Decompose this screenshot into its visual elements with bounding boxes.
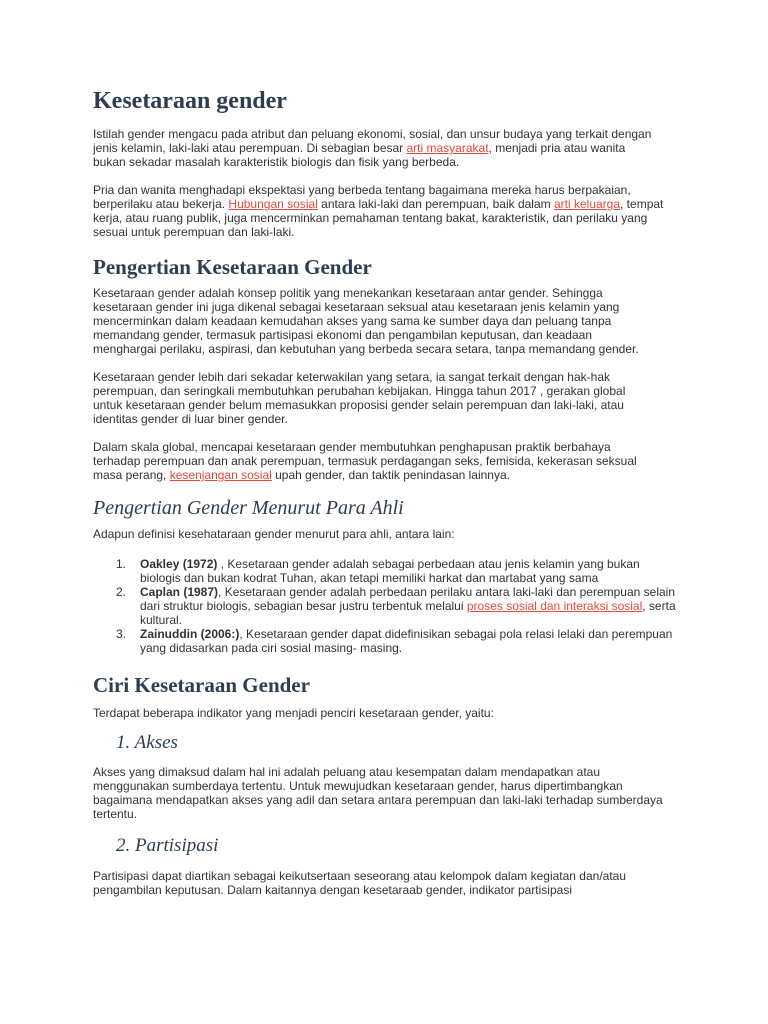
ahli-list [93, 557, 681, 655]
pengertian-p3-text: Dalam skala global, mencapai kesetaraan gender membutuhkan penghapusan praktik berbahaya terhadap perempuan dan anak perempuan, termasuk perdagangan seks, femisida, kekerasan seksual masa perang, [93, 440, 637, 482]
link-proses-sosial[interactable]: proses sosial dan interaksi sosial [466, 599, 643, 613]
list-item [93, 557, 681, 585]
intro-p1-text: Istilah gender mengacu pada atribut dan peluang ekonomi, sosial, dan unsur budaya yang terkait dengan jenis kelamin, laki-laki atau perempuan. Di sebagian besar [93, 127, 652, 155]
expert-definition: , Kesetaraan gender dapat didefinisikan sebagai pola relasi lelaki dan perempuan yang didasarkan pada ciri sosial masing- masing. [140, 627, 673, 655]
expert-name: Caplan (1987) [140, 585, 219, 599]
list-item [93, 585, 681, 627]
pengertian-p3-text-end: upah gender, dan taktik penindasan lainnya. [271, 468, 510, 482]
list-number: 2. [116, 585, 127, 599]
link-arti-masyarakat[interactable]: arti masyarakat [406, 141, 489, 155]
heading-menurut-ahli: Pengertian Gender Menurut Para Ahli [93, 497, 404, 519]
akses-paragraph: Akses yang dimaksud dalam hal ini adalah peluang atau kesempatan dalam mendapatkan atau menggunakan sumberdaya tertentu. Untuk mewujudkan kesetaraan gender, harus dipertimbangkan bagaimana mendapatkan akses yang adil dan setara antara perempuan dan laki-laki terhadap sumberdaya tertentu. [93, 765, 663, 821]
intro-p2-text-end: , tempat kerja, atau ruang publik, juga mencerminkan pemahaman tentang bakat, karakteristik, dan perilaku yang sesuai untuk perempuan dan laki-laki. [93, 197, 664, 239]
partisipasi-paragraph: Partisipasi dapat diartikan sebagai keikutsertaan seseorang atau kelompok dalam kegiatan dan/atau pengambilan keputusan. Dalam kaitannya dengan kesetaraab gender, indikator partisipasi [93, 869, 627, 897]
link-arti-keluarga[interactable]: arti keluarga [553, 197, 621, 211]
intro-p1-text-end: , menjadi pria atau wanita bukan sekadar masalah karakteristik biologis dan fisik yang berbeda. [93, 141, 626, 169]
expert-name: Zainuddin (2006:) [140, 627, 240, 641]
intro-p2-text: Pria dan wanita menghadapi ekspektasi yang berbeda tentang bagaimana mereka harus berpakaian, berperilaku atau bekerja. [93, 183, 631, 211]
list-number: 3. [116, 627, 127, 641]
heading-ciri: Ciri Kesetaraan Gender [93, 673, 310, 697]
expert-definition-end: , serta kultural. [140, 599, 676, 627]
ahli-intro: Adapun definisi kesehataraan gender menurut para ahli, antara lain: [93, 527, 455, 541]
heading-akses: 1. Akses [116, 732, 178, 753]
link-hubungan-sosial[interactable]: Hubungan sosial [228, 197, 318, 211]
link-kesenjangan-sosial[interactable]: kesenjangan sosial [169, 468, 272, 482]
expert-definition: , Kesetaraan gender adalah perbedaan perilaku antara laki-laki dan perempuan selain dari struktur biologis, sebagian besar justru terbentuk melalui [140, 585, 676, 613]
pengertian-paragraph-1: Kesetaraan gender adalah konsep politik yang menekankan kesetaraan antar gender. Sehingga kesetaraan gender ini juga dikenal sebagai kesetaraan seksual atau kesetaraan jenis kelamin yang mencerminkan dalam keadaan kemudahan akses yang sama ke sumber daya dan peluang tanpa memandang gender, termasuk partisipasi ekonomi dan pengambilan keputusan, dan keadaan menghargai perilaku, aspirasi, dan kebutuhan yang berbeda secara setara, tanpa memandang gender. [93, 286, 639, 356]
intro-paragraph-2 [93, 183, 673, 239]
intro-p2-text-mid: antara laki-laki dan perempuan, baik dalam [317, 197, 554, 211]
ciri-intro: Terdapat beberapa indikator yang menjadi penciri kesetaraan gender, yaitu: [93, 706, 494, 720]
expert-definition: , Kesetaraan gender adalah sebagai perbedaan atau jenis kelamin yang bukan biologis dan bukan kodrat Tuhan, akan tetapi memiliki harkat dan martabat yang sama [140, 557, 640, 585]
heading-pengertian: Pengertian Kesetaraan Gender [93, 255, 372, 279]
intro-paragraph-1 [93, 127, 653, 169]
list-number: 1. [116, 557, 127, 571]
heading-partisipasi: 2. Partisipasi [116, 835, 219, 856]
expert-name: Oakley (1972) [140, 557, 218, 571]
page-title: Kesetaraan gender [93, 88, 287, 114]
list-item [93, 627, 681, 655]
pengertian-paragraph-2: Kesetaraan gender lebih dari sekadar keterwakilan yang setara, ia sangat terkait dengan hak-hak perempuan, dan seringkali membutuhkan perubahan kebijakan. Hingga tahun 2017 , gerakan global untuk kesetaraan gender belum memasukkan proposisi gender selain perempuan dan laki-laki, atau identitas gender di luar biner gender. [93, 370, 626, 426]
document-page [93, 86, 681, 897]
pengertian-paragraph-3 [93, 440, 649, 482]
